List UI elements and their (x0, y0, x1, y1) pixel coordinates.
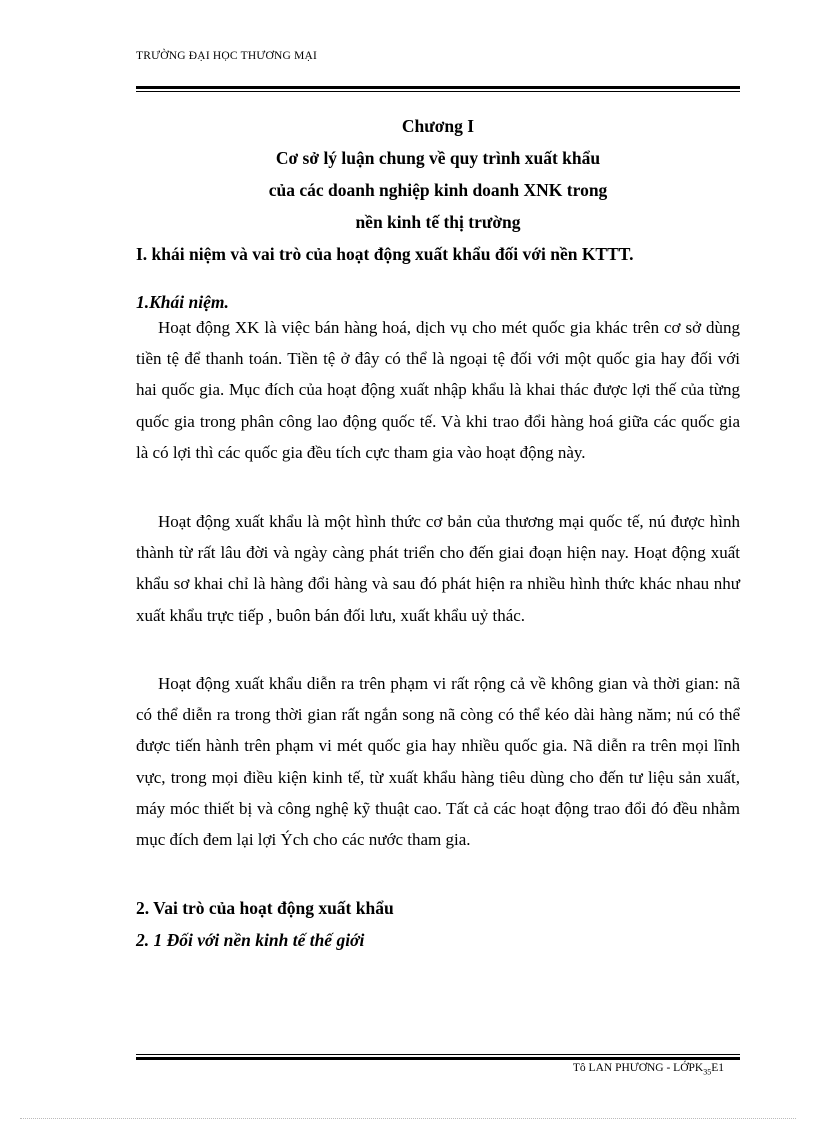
page-edge-dots (20, 1118, 796, 1119)
subsection-heading-role: 2. Vai trò của hoạt động xuất khẩu (136, 898, 394, 918)
chapter-title-line-3: nền kinh tế thị trường (355, 212, 521, 232)
chapter-number: Chương I (401, 116, 475, 136)
subsection-heading-world-economy: 2. 1 Đối với nền kinh tế thế giới (136, 930, 365, 950)
section-heading-1: I. khái niệm và vai trò của hoạt động xuất khẩu đối với nền KTTT. (136, 244, 634, 264)
paragraph-2: Hoạt động xuất khẩu là một hình thức cơ bản của thương mại quốc tế, nú được hình thành từ rất lâu đời và ngày càng phát triển cho đến giai đoạn hiện nay. Hoạt động xuất khẩu sơ khai chỉ là hàng đổi hàng và sau đó phát hiện ra nhiều hình thức khác nhau như xuất khẩu trực tiếp , buôn bán đối lưu, xuất khẩu uỷ thác. (136, 512, 740, 625)
chapter-title-line-1: Cơ sở lý luận chung về quy trình xuất khẩu (275, 148, 601, 168)
subsection-heading-concept: 1.Khái niệm. (136, 292, 229, 312)
header-rule (136, 86, 740, 92)
chapter-title-line-2: của các doanh nghiệp kinh doanh XNK trong (268, 180, 608, 200)
page-footer (573, 1062, 724, 1076)
footer-class-subscript: 35 (703, 1067, 712, 1077)
footer-author: Tô LAN PHƯƠNG - LỚPK (572, 1062, 704, 1074)
paragraph-1: Hoạt động XK là việc bán hàng hoá, dịch vụ cho mét quốc gia khác trên cơ sở dùng tiền tệ để thanh toán. Tiền tệ ở đây có thể là ngoại tệ đối với một quốc gia hay đối với hai quốc gia. Mục đích của hoạt động xuất nhập khẩu là khai thác được lợi thế của từng quốc gia trong phân công lao động quốc tế. Và khi trao đổi hàng hoá giữa các quốc gia là có lợi thì các quốc gia đều tích cực tham gia vào hoạt động này. (136, 318, 740, 462)
paragraph-3: Hoạt động xuất khẩu diễn ra trên phạm vi rất rộng cả về không gian và thời gian: nã có thể diễn ra trong thời gian rất ngắn song nã còng có thể kéo dài hàng năm; nú có thể được tiến hành trên phạm vi mét quốc gia hay nhiều quốc gia. Nã diễn ra trên mọi lĩnh vực, trong mọi điều kiện kinh tế, từ xuất khẩu hàng tiêu dùng cho đến tư liệu sản xuất, máy móc thiết bị và công nghệ kỹ thuật cao. Tất cả các hoạt động trao đổi đó đều nhằm mục đích đem lại lợi Ých cho các nước tham gia. (136, 674, 740, 850)
footer-rule (136, 1054, 740, 1060)
footer-class-suffix: E1 (711, 1062, 724, 1074)
page-header: TRƯỜNG ĐẠI HỌC THƯƠNG MẠI (136, 50, 318, 62)
